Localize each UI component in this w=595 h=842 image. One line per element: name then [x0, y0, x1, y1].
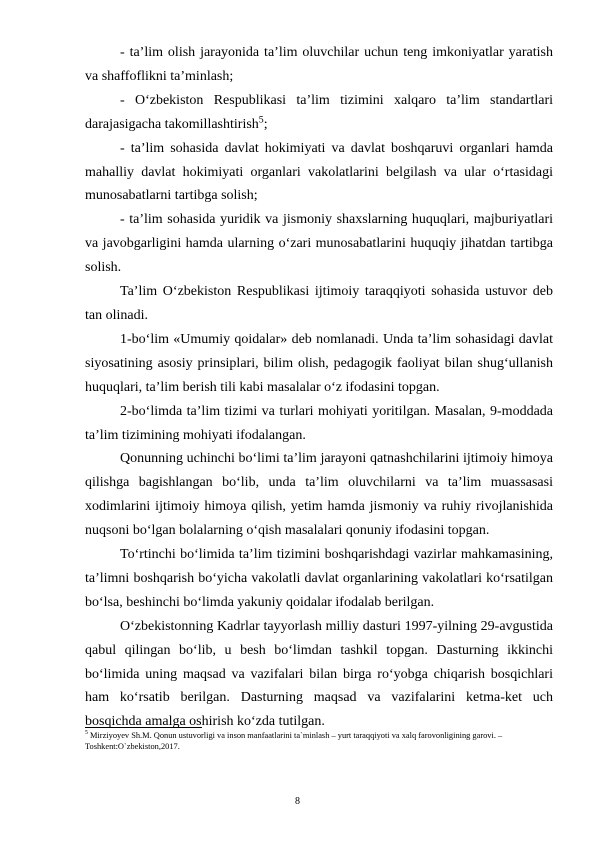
paragraph: 2-bo‘limda ta’lim tizimi va turlari mohiyati yoritilgan. Masalan, 9-moddada ta’lim tizimining mohiyati ifodalangan. [85, 403, 553, 443]
paragraph: To‘rtinchi bo‘limida ta’lim tizimini boshqarishdagi vazirlar mahkamasining, ta’limni boshqarish bo‘yicha vakolatli davlat organlarining vakolatlari ko‘rsatilgan bo‘lsa, beshinchi bo‘limda yakuniy qoidalar ifodalab berilgan. [85, 547, 553, 610]
paragraph: Qonunning uchinchi bo‘limi ta’lim jarayoni qatnashchilarini ijtimoiy himoya qilishga bagishlangan bo‘lib, unda ta’lim oluvchilarni va ta’lim muassasasi xodimlarini ijtimoiy himoya qilish, yetim hamda jismoniy va ruhiy rivojlanishida nuqsoni bo‘lgan bolalarning o‘qish masalalari qonuniy ifodasini topgan. [85, 451, 553, 539]
paragraph: Ta’lim O‘zbekiston Respublikasi ijtimoiy taraqqiyoti sohasida ustuvor deb tan olinadi. [85, 284, 553, 323]
paragraph [85, 89, 553, 137]
footnote-reference: 5 [258, 114, 264, 126]
paragraph: 1-bo‘lim «Umumiy qoidalar» deb nomlanadi. Unda ta’lim sohasidagi davlat siyosatining asosiy prinsiplari, bilim olish, pedagogik faoliyat bilan shug‘ullanish huquqlari, ta’lim berish tili kabi masalalar o‘z ifodasini topgan. [85, 331, 553, 395]
paragraph-text-suffix: ; [263, 116, 268, 132]
footnote-marker: 5 [85, 730, 88, 737]
paragraph: - ta’lim sohasida davlat hokimiyati va davlat boshqaruvi organlari hamda mahalliy davlat hokimiyati organlari vakolatlarini belgilash va ular o‘rtasidagi munosabatlarni tartibga solish; [85, 140, 553, 204]
paragraph: O‘zbekistonning Kadrlar tayyorlash milliy dasturi 1997-yilning 29-avgustida qabul qilingan bo‘lib, u besh bo‘limdan tashkil topgan. Dasturning ikkinchi bo‘limida uning maqsad va vazifalari bilan birga ro‘yobga chiqarish bosqichlari ham ko‘rsatib berilgan. Dasturning maqsad va vazifalarini ketma-ket uch bosqichda amalga oshirish ko‘zda tutilgan. [85, 618, 553, 730]
paragraph: - ta’lim olish jarayonida ta’lim oluvchilar uchun teng imkoniyatlar yaratish va shaffoflikni ta’minlash; [85, 45, 553, 84]
page-number: 8 [295, 796, 300, 807]
footnote-separator [85, 727, 202, 728]
footnote-text: Mirziyoyev Sh.M. Qonun ustuvorligi va inson manfaatlarini ta`minlash – yurt taraqqiyoti va xalq farovonligining garovi. – Toshkent:O`zbekiston,2017. [85, 731, 503, 751]
body-text [85, 41, 553, 737]
footnote [85, 731, 555, 752]
paragraph-text: - O‘zbekiston Respublikasi ta’lim tizimini xalqaro ta’lim standartlari darajasigacha takomillashtirish [85, 92, 553, 132]
paragraph: - ta’lim sohasida yuridik va jismoniy shaxslarning huquqlari, majburiyatlari va javobgarligini hamda ularning o‘zari munosabatlarini huquqiy jihatdan tartibga solish. [85, 212, 553, 276]
